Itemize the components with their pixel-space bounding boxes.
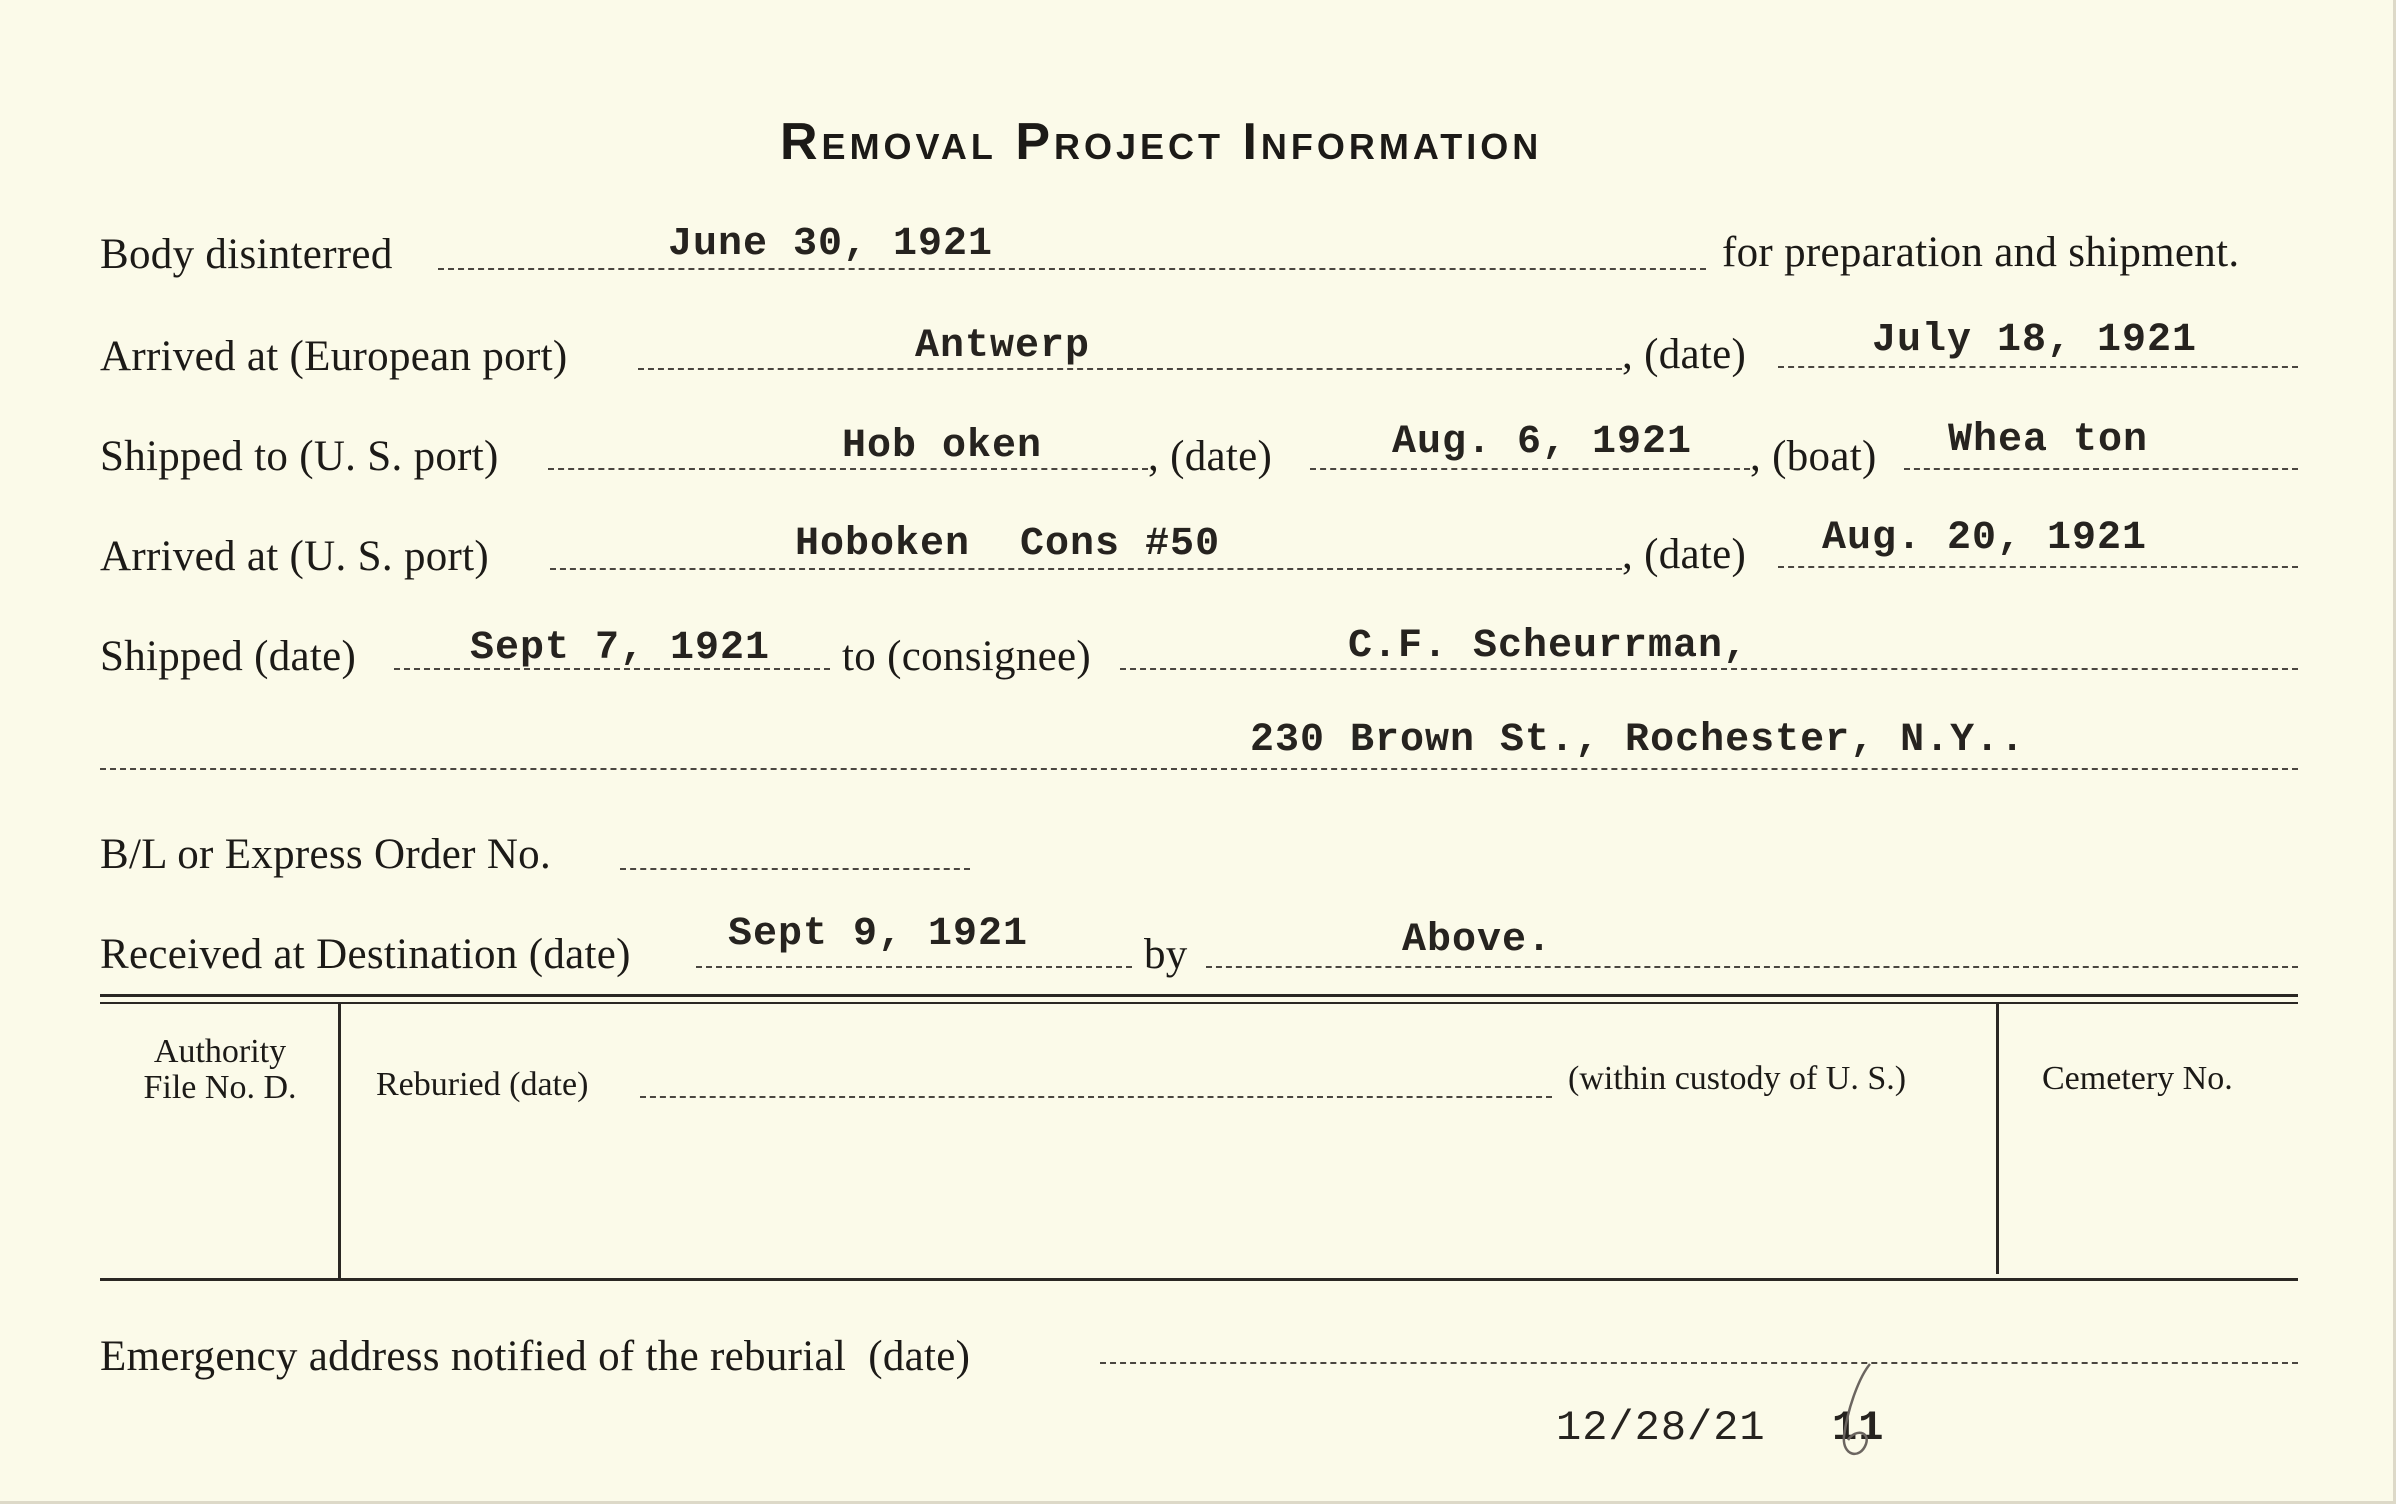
emergency-label: Emergency address notified of the reburial (date) <box>100 1333 971 1380</box>
arrived-european-date-value: July 18, 1921 <box>1872 318 2198 363</box>
authority-label-line-1: Authority <box>153 1033 287 1070</box>
shipped-us-label: Shipped to (U. S. port) <box>100 433 499 480</box>
received-label: Received at Destination (date) <box>100 931 631 978</box>
shipped-us-boat-line <box>1904 468 2298 470</box>
arrived-us-label: Arrived at (U. S. port) <box>100 533 490 580</box>
shipped-us-value: Hob oken <box>842 424 1043 469</box>
arrived-european-line <box>638 368 1622 370</box>
consignee-label: to (consignee) <box>842 633 1091 680</box>
bl-order-label: B/L or Express Order No. <box>100 831 552 878</box>
received-value: Sept 9, 1921 <box>728 912 1029 957</box>
received-by-label: by <box>1144 931 1188 978</box>
arrived-european-value: Antwerp <box>915 324 1091 369</box>
reburied-line <box>640 1096 1552 1098</box>
body-disinterred-suffix: for preparation and shipment. <box>1722 229 2240 276</box>
address-line <box>100 768 2298 770</box>
received-by-line <box>1206 966 2298 968</box>
consignee-value: C.F. Scheurrman, <box>1348 624 1749 669</box>
authority-label <box>112 1034 328 1106</box>
body-disinterred-label: Body disinterred <box>100 231 393 278</box>
handwritten-mark-icon <box>1830 1356 1890 1466</box>
body-disinterred-value: June 30, 1921 <box>668 222 994 267</box>
box-divider-right <box>1996 1004 1999 1274</box>
arrived-us-date-label: , (date) <box>1622 531 1747 578</box>
address-value: 230 Brown St., Rochester, N.Y.. <box>1250 718 2026 763</box>
shipped-us-date-label: , (date) <box>1148 433 1273 480</box>
shipped-us-boat-label: , (boat) <box>1750 433 1877 480</box>
box-divider-left <box>338 1004 341 1280</box>
arrived-us-value: Hoboken Cons #50 <box>795 522 1221 567</box>
box-top-rule-2 <box>100 1002 2298 1004</box>
shipped-date-value: Sept 7, 1921 <box>470 626 771 671</box>
shipped-us-date-value: Aug. 6, 1921 <box>1392 420 1693 465</box>
received-by-value: Above. <box>1402 918 1553 963</box>
arrived-us-date-value: Aug. 20, 1921 <box>1822 516 2148 561</box>
received-line <box>696 966 1132 968</box>
shipped-date-label: Shipped (date) <box>100 633 357 680</box>
custody-label: (within custody of U. S.) <box>1568 1060 1907 1097</box>
arrived-european-label: Arrived at (European port) <box>100 333 568 380</box>
card-title-text: Removal Project Information <box>780 113 1543 171</box>
arrived-us-date-line <box>1778 566 2298 568</box>
arrived-us-line <box>550 568 1622 570</box>
shipped-us-date-line <box>1310 468 1750 470</box>
emergency-line <box>1100 1362 2298 1364</box>
footer-initials: 11 <box>1832 1404 1885 1452</box>
bl-order-line <box>620 868 970 870</box>
cemetery-label: Cemetery No. <box>2042 1060 2233 1097</box>
arrived-european-date-label: , (date) <box>1622 331 1747 378</box>
reburied-label: Reburied (date) <box>376 1066 589 1103</box>
arrived-european-date-line <box>1778 366 2298 368</box>
authority-label-line-2: File No. D. <box>143 1069 297 1106</box>
card-title <box>780 112 1542 172</box>
box-top-rule-1 <box>100 994 2298 997</box>
body-disinterred-line <box>438 268 1706 270</box>
box-bottom-rule <box>100 1278 2298 1281</box>
shipped-us-boat-value: Whea ton <box>1948 418 2149 463</box>
footer-date: 12/28/21 <box>1556 1404 1766 1452</box>
